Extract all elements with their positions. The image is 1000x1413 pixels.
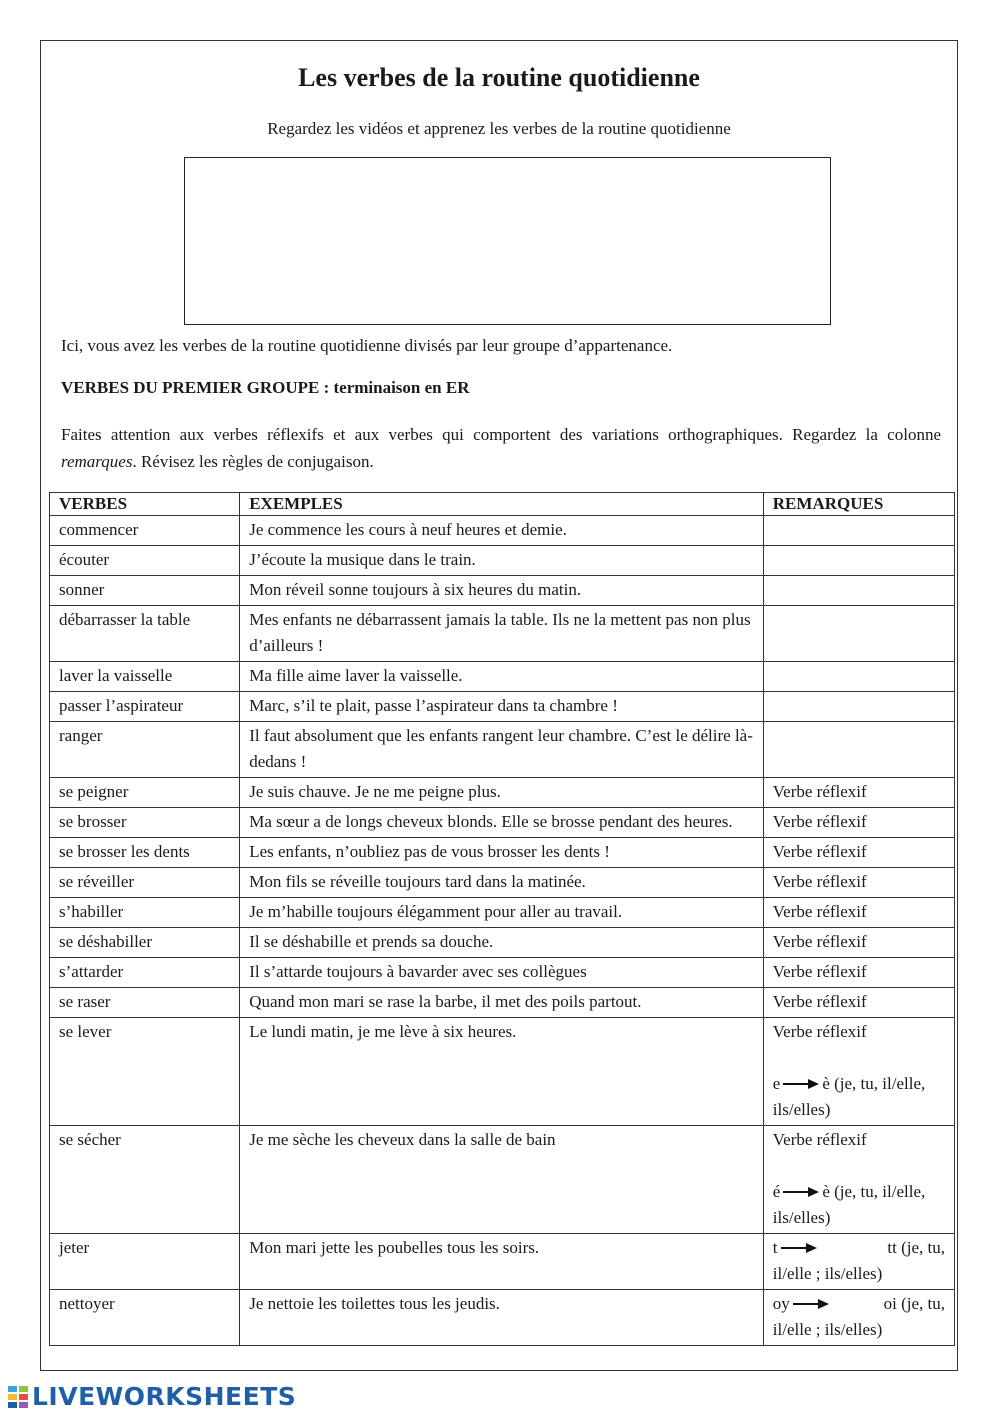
remark-cell <box>763 576 954 606</box>
remark-cell: Verbe réflexif <box>763 868 954 898</box>
spelling-from: oy <box>772 1294 790 1313</box>
remark-text: Verbe réflexif <box>772 1022 867 1041</box>
arrow-right-icon <box>782 1078 820 1090</box>
spelling-from: é <box>772 1182 781 1201</box>
verb-cell: se brosser <box>50 808 240 838</box>
example-cell: Mon réveil sonne toujours à six heures du matin. <box>240 576 764 606</box>
table-row <box>50 868 955 898</box>
table-row <box>50 1234 955 1290</box>
verb-cell: se déshabiller <box>50 928 240 958</box>
table-row <box>50 898 955 928</box>
table-row <box>50 778 955 808</box>
table-row <box>50 1126 955 1234</box>
remark-cell: Verbe réflexif <box>763 838 954 868</box>
spelling-change <box>773 1179 945 1205</box>
verb-cell: s’attarder <box>50 958 240 988</box>
spelling-from-group <box>773 1235 820 1261</box>
example-cell: Il faut absolument que les enfants rangent leur chambre. C’est le délire là-dedans ! <box>240 722 764 778</box>
remark-cell <box>763 1234 954 1290</box>
verb-cell: débarrasser la table <box>50 606 240 662</box>
liveworksheets-brand[interactable] <box>8 1382 296 1411</box>
table-row <box>50 692 955 722</box>
spelling-to: è (je, tu, il/elle, <box>822 1182 926 1201</box>
arrow-right-icon <box>780 1242 818 1254</box>
table-row <box>50 662 955 692</box>
example-cell: Mes enfants ne débarrassent jamais la table. Ils ne la mettent pas non plus d’ailleurs ! <box>240 606 764 662</box>
intro-text: Ici, vous avez les verbes de la routine quotidienne divisés par leur groupe d’appartenance. <box>61 336 673 355</box>
table-row <box>50 546 955 576</box>
spelling-change <box>773 1071 945 1097</box>
table-row <box>50 928 955 958</box>
example-cell: Les enfants, n’oubliez pas de vous brosser les dents ! <box>240 838 764 868</box>
table-row <box>50 1018 955 1126</box>
example-cell: J’écoute la musique dans le train. <box>240 546 764 576</box>
attention-paragraph <box>61 421 941 475</box>
verb-cell: s’habiller <box>50 898 240 928</box>
table-row <box>50 516 955 546</box>
example-cell: Ma sœur a de longs cheveux blonds. Elle se brosse pendant des heures. <box>240 808 764 838</box>
example-cell: Je suis chauve. Je ne me peigne plus. <box>240 778 764 808</box>
remark-cell: Verbe réflexif <box>763 778 954 808</box>
verb-cell: sonner <box>50 576 240 606</box>
header-exemples: EXEMPLES <box>240 493 764 516</box>
verb-cell: se lever <box>50 1018 240 1126</box>
remark-text: Verbe réflexif <box>772 1130 867 1149</box>
spelling-from: t <box>772 1238 778 1257</box>
spelling-persons: il/elle ; ils/elles) <box>772 1264 883 1283</box>
remark-spacer <box>773 1045 945 1071</box>
remark-cell <box>763 692 954 722</box>
remark-cell <box>763 662 954 692</box>
verb-cell: se peigner <box>50 778 240 808</box>
verb-cell: écouter <box>50 546 240 576</box>
example-cell: Je commence les cours à neuf heures et demie. <box>240 516 764 546</box>
example-cell: Je m’habille toujours élégamment pour aller au travail. <box>240 898 764 928</box>
spelling-to: è (je, tu, il/elle, <box>822 1074 926 1093</box>
example-cell: Le lundi matin, je me lève à six heures. <box>240 1018 764 1126</box>
remark-cell <box>763 606 954 662</box>
verbs-table <box>49 492 955 1346</box>
verb-cell: se réveiller <box>50 868 240 898</box>
example-cell: Quand mon mari se rase la barbe, il met des poils partout. <box>240 988 764 1018</box>
verb-cell: se sécher <box>50 1126 240 1234</box>
attention-text-italic: remarques <box>61 452 133 471</box>
remark-cell <box>763 1126 954 1234</box>
remark-cell <box>763 516 954 546</box>
brand-name: LIVEWORKSHEETS <box>32 1382 297 1411</box>
table-row <box>50 576 955 606</box>
verb-cell: nettoyer <box>50 1290 240 1346</box>
remark-cell <box>763 1018 954 1126</box>
spelling-persons: il/elle ; ils/elles) <box>772 1320 883 1339</box>
verb-cell: se raser <box>50 988 240 1018</box>
example-cell: Il se déshabille et prends sa douche. <box>240 928 764 958</box>
table-row <box>50 1290 955 1346</box>
verb-cell: passer l’aspirateur <box>50 692 240 722</box>
table-row <box>50 808 955 838</box>
example-cell: Je me sèche les cheveux dans la salle de bain <box>240 1126 764 1234</box>
section-heading: VERBES DU PREMIER GROUPE : terminaison en ER <box>61 378 470 397</box>
remark-cell: Verbe réflexif <box>763 898 954 928</box>
remark-cell: Verbe réflexif <box>763 988 954 1018</box>
spelling-change <box>773 1291 945 1317</box>
spelling-change <box>773 1235 945 1261</box>
verb-cell: commencer <box>50 516 240 546</box>
spelling-from: e <box>772 1074 781 1093</box>
remark-cell: Verbe réflexif <box>763 928 954 958</box>
verb-cell: ranger <box>50 722 240 778</box>
table-row <box>50 988 955 1018</box>
spelling-to: oi (je, tu, <box>883 1294 945 1313</box>
worksheet-page <box>40 40 958 1371</box>
spelling-to: tt (je, tu, <box>887 1238 945 1257</box>
remark-spacer <box>773 1153 945 1179</box>
example-cell: Je nettoie les toilettes tous les jeudis. <box>240 1290 764 1346</box>
arrow-right-icon <box>782 1186 820 1198</box>
liveworksheets-logo-icon <box>8 1386 28 1408</box>
page-subtitle: Regardez les vidéos et apprenez les verbes de la routine quotidienne <box>267 119 731 138</box>
spelling-from-group <box>773 1291 832 1317</box>
remark-cell <box>763 722 954 778</box>
table-row <box>50 606 955 662</box>
header-verbes: VERBES <box>50 493 240 516</box>
attention-text-part2: . Révisez les règles de conjugaison. <box>132 452 374 471</box>
example-cell: Marc, s’il te plait, passe l’aspirateur dans ta chambre ! <box>240 692 764 722</box>
remark-cell <box>763 1290 954 1346</box>
arrow-right-icon <box>792 1298 830 1310</box>
remark-cell: Verbe réflexif <box>763 808 954 838</box>
attention-text-part1: Faites attention aux verbes réflexifs et aux verbes qui comportent des variations orthographiques. Regardez la colonne <box>61 425 941 444</box>
table-body-special <box>50 1018 955 1346</box>
video-placeholder[interactable] <box>184 157 831 325</box>
example-cell: Il s’attarde toujours à bavarder avec ses collègues <box>240 958 764 988</box>
spelling-persons: ils/elles) <box>772 1100 831 1119</box>
header-remarques: REMARQUES <box>763 493 954 516</box>
verb-cell: laver la vaisselle <box>50 662 240 692</box>
page-title: Les verbes de la routine quotidienne <box>298 63 700 92</box>
verb-cell: se brosser les dents <box>50 838 240 868</box>
table-row <box>50 958 955 988</box>
remark-cell: Verbe réflexif <box>763 958 954 988</box>
table-row <box>50 838 955 868</box>
spelling-persons: ils/elles) <box>772 1208 831 1227</box>
example-cell: Ma fille aime laver la vaisselle. <box>240 662 764 692</box>
example-cell: Mon fils se réveille toujours tard dans la matinée. <box>240 868 764 898</box>
table-row <box>50 722 955 778</box>
verb-cell: jeter <box>50 1234 240 1290</box>
remark-cell <box>763 546 954 576</box>
table-header-row <box>50 493 955 516</box>
example-cell: Mon mari jette les poubelles tous les soirs. <box>240 1234 764 1290</box>
table-body <box>50 516 955 1018</box>
